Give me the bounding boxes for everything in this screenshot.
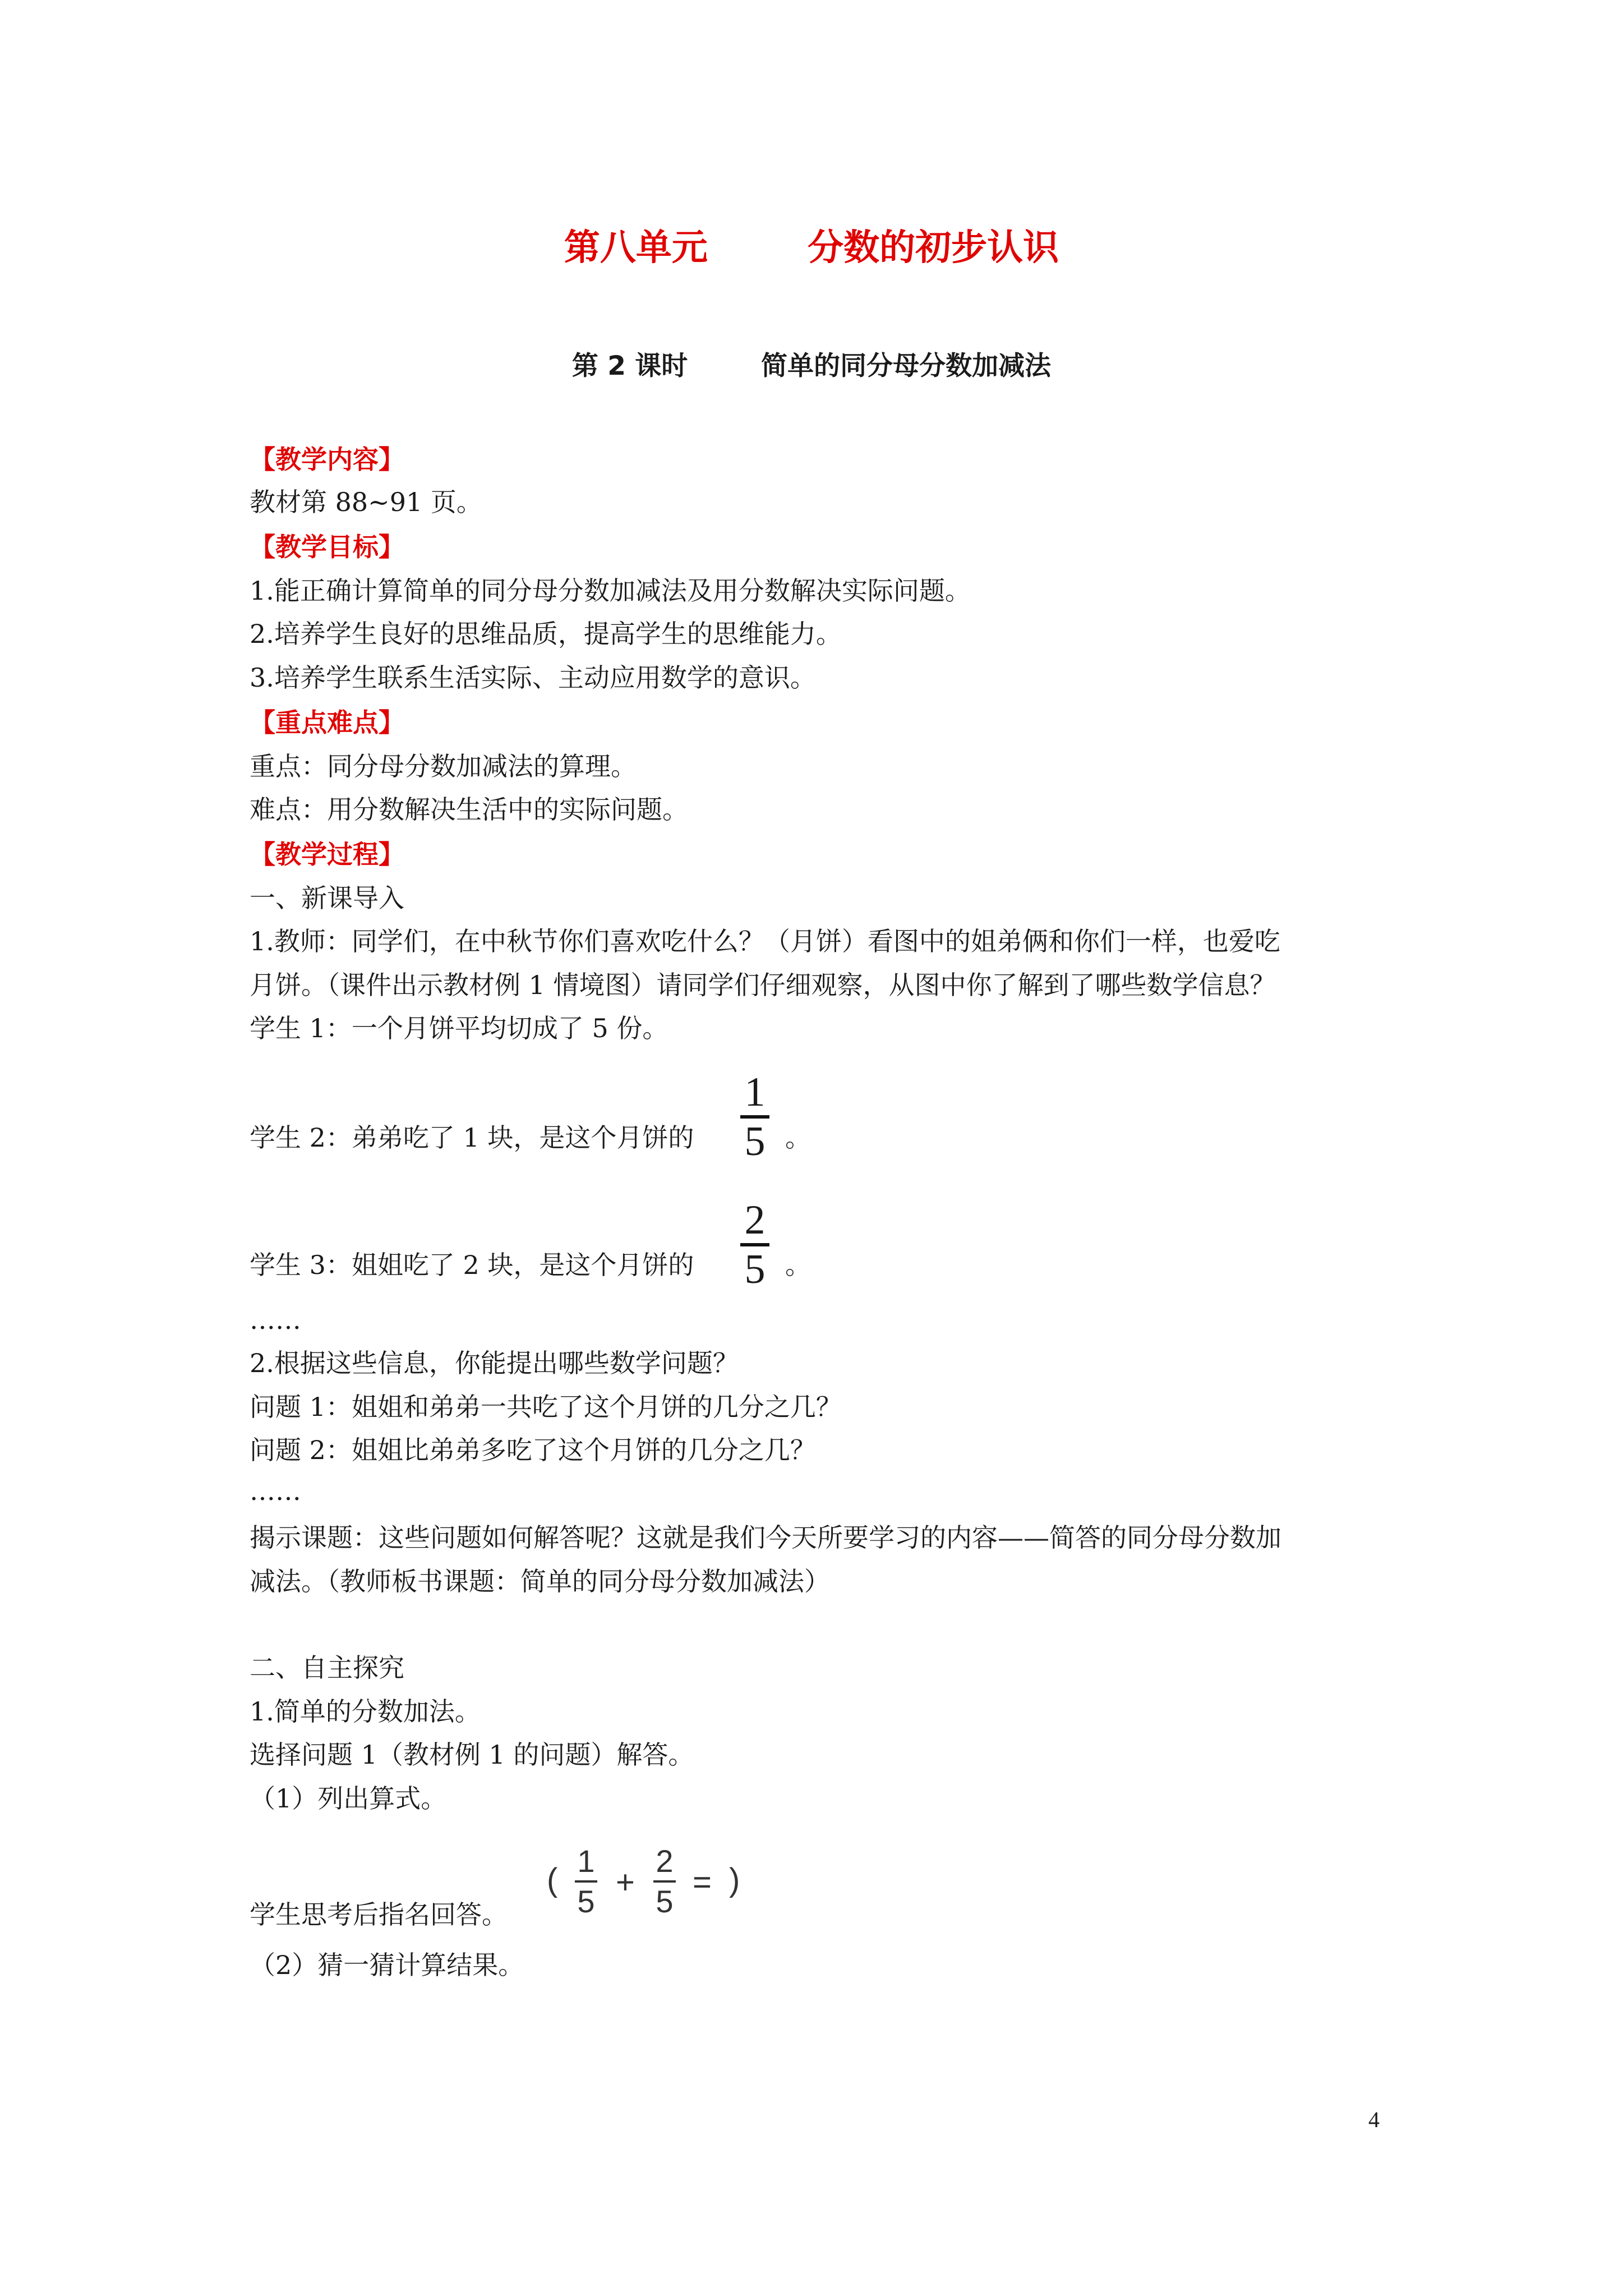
goal-2: 2.培养学生良好的思维品质，提高学生的思维能力。: [250, 619, 842, 649]
part-2-heading: 二、自主探究: [250, 1653, 404, 1683]
page-number: 4: [1368, 2107, 1380, 2132]
section-header-process: 【教学过程】: [250, 839, 404, 869]
student-2-answer: 学生 2：弟弟吃了 1 块，是这个月饼的: [250, 1122, 694, 1153]
key-point: 重点：同分母分数加减法的算理。: [250, 751, 637, 781]
question-1: 问题 1：姐姐和弟弟一共吃了这个月饼的几分之几？: [250, 1392, 842, 1422]
goal-1: 1.能正确计算简单的同分母分数加减法及用分数解决实际问题。: [250, 576, 971, 606]
reveal-topic-cont: 减法。（教师板书课题：简单的同分母分数加减法）: [250, 1566, 830, 1596]
fraction-two-fifths: [653, 1843, 676, 1919]
reveal-topic: 揭示课题：这些问题如何解答呢？这就是我们今天所要学习的内容——简答的同分母分数加: [250, 1522, 1281, 1553]
paragraph-line: 1.教师：同学们，在中秋节你们喜欢吃什么？（月饼）看图中的姐弟俩和你们一样，也爱吃: [250, 926, 1280, 956]
step-1: （1）列出算式。: [250, 1783, 447, 1814]
denominator: 5: [656, 1884, 674, 1919]
open-paren: (: [547, 1862, 558, 1898]
addition-task: 选择问题 1（教材例 1 的问题）解答。: [250, 1740, 694, 1770]
step-2: （2）猜一猜计算结果。: [250, 1950, 524, 1980]
numerator: 1: [577, 1843, 595, 1879]
sentence-end: 。: [785, 1122, 811, 1153]
fraction-bar: [653, 1880, 676, 1883]
student-1-answer: 学生 1：一个月饼平均切成了 5 份。: [250, 1013, 668, 1043]
addition-heading: 1.简单的分数加法。: [250, 1696, 481, 1727]
lesson-subtitle: 第 2 课时 简单的同分母分数加减法: [571, 351, 1052, 381]
equals-sign: =: [693, 1864, 712, 1901]
numerator: 1: [744, 1069, 766, 1115]
close-paren: ): [729, 1862, 740, 1898]
fraction-one-fifth: [575, 1843, 597, 1919]
difficult-point: 难点：用分数解决生活中的实际问题。: [250, 794, 688, 825]
denominator: 5: [744, 1119, 766, 1165]
numerator: 2: [656, 1843, 674, 1879]
fraction-two-fifths: [740, 1199, 769, 1290]
plus-sign: +: [616, 1864, 635, 1901]
fraction-bar: [575, 1880, 597, 1883]
answer-prompt: 学生思考后指名回答。: [250, 1899, 508, 1930]
question-intro: 2.根据这些信息，你能提出哪些数学问题？: [250, 1348, 739, 1378]
student-3-answer: 学生 3：姐姐吃了 2 块，是这个月饼的: [250, 1250, 694, 1280]
section-header-keypoints: 【重点难点】: [250, 707, 404, 738]
section-header-content: 【教学内容】: [250, 444, 404, 475]
paragraph-line: 月饼。（课件出示教材例 1 情境图）请同学们仔细观察，从图中你了解到了哪些数学信息？: [250, 970, 1276, 1000]
goal-3: 3.培养学生联系生活实际、主动应用数学的意识。: [250, 662, 816, 693]
denominator: 5: [744, 1246, 766, 1292]
content-text: 教材第 88~91 页。: [250, 487, 482, 517]
section-header-goals: 【教学目标】: [250, 532, 404, 562]
numerator: 2: [744, 1197, 766, 1243]
question-2: 问题 2：姐姐比弟弟多吃了这个月饼的几分之几？: [250, 1435, 816, 1465]
sentence-end: 。: [785, 1250, 811, 1280]
ellipsis: ……: [250, 1305, 301, 1335]
ellipsis: ……: [250, 1476, 301, 1506]
fraction-one-fifth: [740, 1069, 769, 1165]
part-1-heading: 一、新课导入: [250, 883, 404, 913]
unit-title: 第八单元 分数的初步认识: [564, 227, 1059, 269]
denominator: 5: [577, 1884, 595, 1919]
